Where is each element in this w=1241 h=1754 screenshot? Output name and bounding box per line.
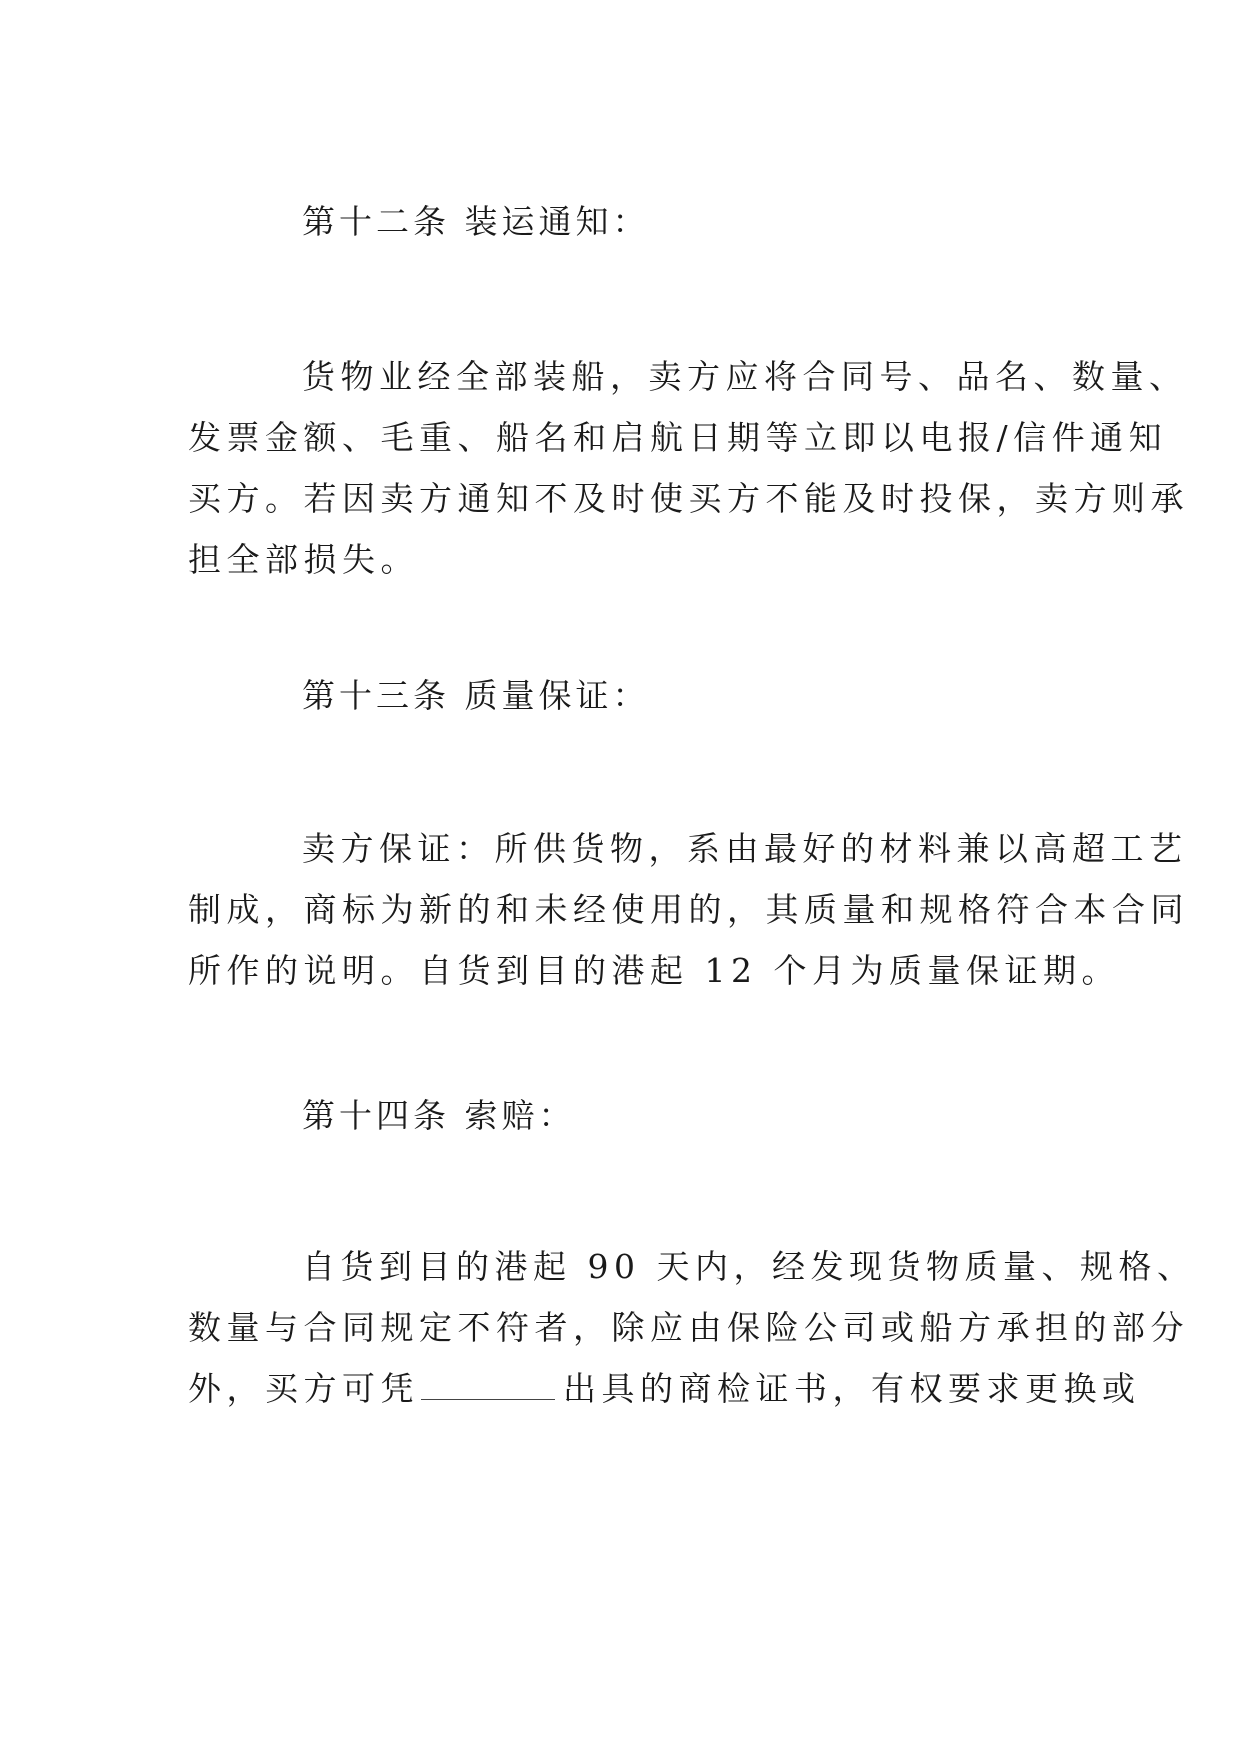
body-line: 所作的说明。自货到目的港起 12 个月为质量保证期。: [188, 951, 1120, 990]
article-14-heading: 第十四条 索赔：: [302, 1096, 576, 1135]
body-line: 发票金额、毛重、船名和启航日期等立即以电报/信件通知: [188, 418, 1168, 457]
article-12-body: [188, 346, 1189, 590]
body-line: 货物业经全部装船，卖方应将合同号、品名、数量、: [302, 357, 1188, 396]
body-line: 买方。若因卖方通知不及时使买方不能及时投保，卖方则承: [188, 479, 1189, 518]
article-13-heading: 第十三条 质量保证：: [302, 676, 650, 715]
body-line: 制成，商标为新的和未经使用的，其质量和规格符合本合同: [188, 890, 1189, 929]
body-line: 卖方保证：所供货物，系由最好的材料兼以高超工艺: [302, 829, 1188, 868]
body-line: 担全部损失。: [188, 540, 419, 579]
body-text: 出具的商检证书，有权要求更换或: [563, 1369, 1141, 1408]
fill-in-blank[interactable]: [421, 1371, 555, 1400]
body-line: 自货到目的港起 90 天内，经发现货物质量、规格、: [302, 1247, 1196, 1286]
article-14-body: [188, 1236, 1196, 1419]
body-text: 外，买方可凭: [188, 1369, 419, 1408]
article-12-heading: 第十二条 装运通知：: [302, 202, 650, 241]
article-13-body: [188, 818, 1189, 1001]
body-line: 数量与合同规定不符者，除应由保险公司或船方承担的部分: [188, 1308, 1189, 1347]
body-line-with-blank: [188, 1358, 1141, 1419]
